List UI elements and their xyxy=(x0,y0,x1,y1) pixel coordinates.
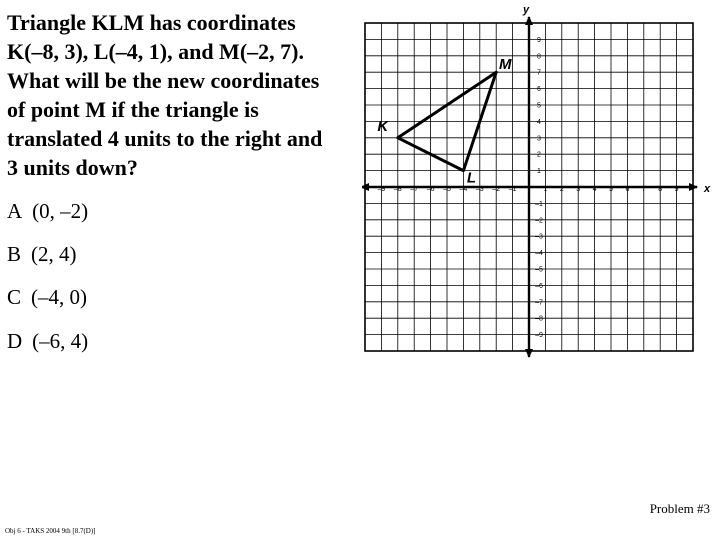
x-tick-label: –4 xyxy=(459,186,468,193)
answer-choice-c[interactable] xyxy=(7,285,87,310)
x-tick-label: 3 xyxy=(576,186,581,193)
x-tick-label: –1 xyxy=(508,186,517,193)
y-tick-label: 8 xyxy=(537,53,541,61)
y-tick-label: 1 xyxy=(537,168,541,176)
choice-letter: B xyxy=(7,242,22,266)
choice-value: (0, –2) xyxy=(32,199,89,223)
x-tick-label: –6 xyxy=(426,186,435,193)
y-tick-label: 4 xyxy=(537,118,541,126)
y-axis-arrow-up xyxy=(525,16,533,25)
choice-letter: C xyxy=(7,285,22,309)
y-tick-label: –8 xyxy=(535,315,543,323)
y-tick-label: –4 xyxy=(535,250,543,258)
x-tick-label: 7 xyxy=(641,186,646,193)
x-tick-label: 9 xyxy=(674,186,679,193)
x-tick-label: 1 xyxy=(543,186,548,193)
choice-value: (–6, 4) xyxy=(32,329,89,353)
y-tick-label: –2 xyxy=(535,217,543,225)
answer-choice-b[interactable] xyxy=(7,242,77,267)
y-tick-label: –6 xyxy=(535,282,543,290)
x-tick-label: –2 xyxy=(492,186,501,193)
y-tick-label: 9 xyxy=(537,36,541,44)
x-tick-label: 6 xyxy=(625,186,630,193)
question-line: 3 units down? xyxy=(7,155,138,180)
y-tick-label: –9 xyxy=(535,332,543,340)
x-tick-label: –8 xyxy=(393,186,402,193)
y-tick-label: 6 xyxy=(537,86,541,94)
choice-letter: A xyxy=(7,199,23,223)
question-line: translated 4 units to the right and xyxy=(7,126,323,151)
vertex-label-l: L xyxy=(466,169,476,187)
y-axis-label: y xyxy=(522,4,530,16)
answer-choice-a[interactable] xyxy=(7,199,88,224)
x-tick-label: –7 xyxy=(410,186,419,193)
y-tick-label: –7 xyxy=(535,299,543,307)
choice-letter: D xyxy=(7,329,23,353)
question-line: of point M if the triangle is xyxy=(7,97,259,122)
x-tick-label: –9 xyxy=(377,186,386,193)
problem-number: Problem #3 xyxy=(649,501,710,516)
y-tick-label: 5 xyxy=(537,102,541,110)
y-tick-label: 2 xyxy=(537,151,541,159)
x-tick-label: 4 xyxy=(592,186,597,193)
question-line: What will be the new coordinates xyxy=(7,68,320,93)
x-tick-label: 5 xyxy=(609,186,613,193)
choice-value: (–4, 0) xyxy=(31,285,88,309)
y-tick-label: –1 xyxy=(535,200,543,208)
x-tick-label: –5 xyxy=(443,186,451,193)
coordinate-grid xyxy=(362,0,720,360)
vertex-label-k: K xyxy=(377,117,389,135)
source-note: Obj 6 - TAKS 2004 9th [8.7(D)] xyxy=(5,527,96,535)
vertex-label-m: M xyxy=(498,56,512,74)
choice-value: (2, 4) xyxy=(31,242,77,266)
answer-choice-d[interactable] xyxy=(7,329,88,354)
x-tick-label: 8 xyxy=(658,186,663,193)
y-tick-label: 3 xyxy=(537,135,541,143)
y-tick-label: –5 xyxy=(535,266,543,274)
x-axis-label: x xyxy=(704,183,711,195)
y-tick-label: –3 xyxy=(535,233,543,241)
question-line: K(–8, 3), L(–4, 1), and M(–2, 7). xyxy=(7,39,304,64)
x-tick-label: 2 xyxy=(559,186,564,193)
question-line: Triangle KLM has coordinates xyxy=(7,10,296,35)
y-axis-arrow-down xyxy=(525,349,533,358)
x-tick-label: –3 xyxy=(475,186,484,193)
y-tick-label: 7 xyxy=(537,69,541,77)
question-text xyxy=(7,8,359,182)
